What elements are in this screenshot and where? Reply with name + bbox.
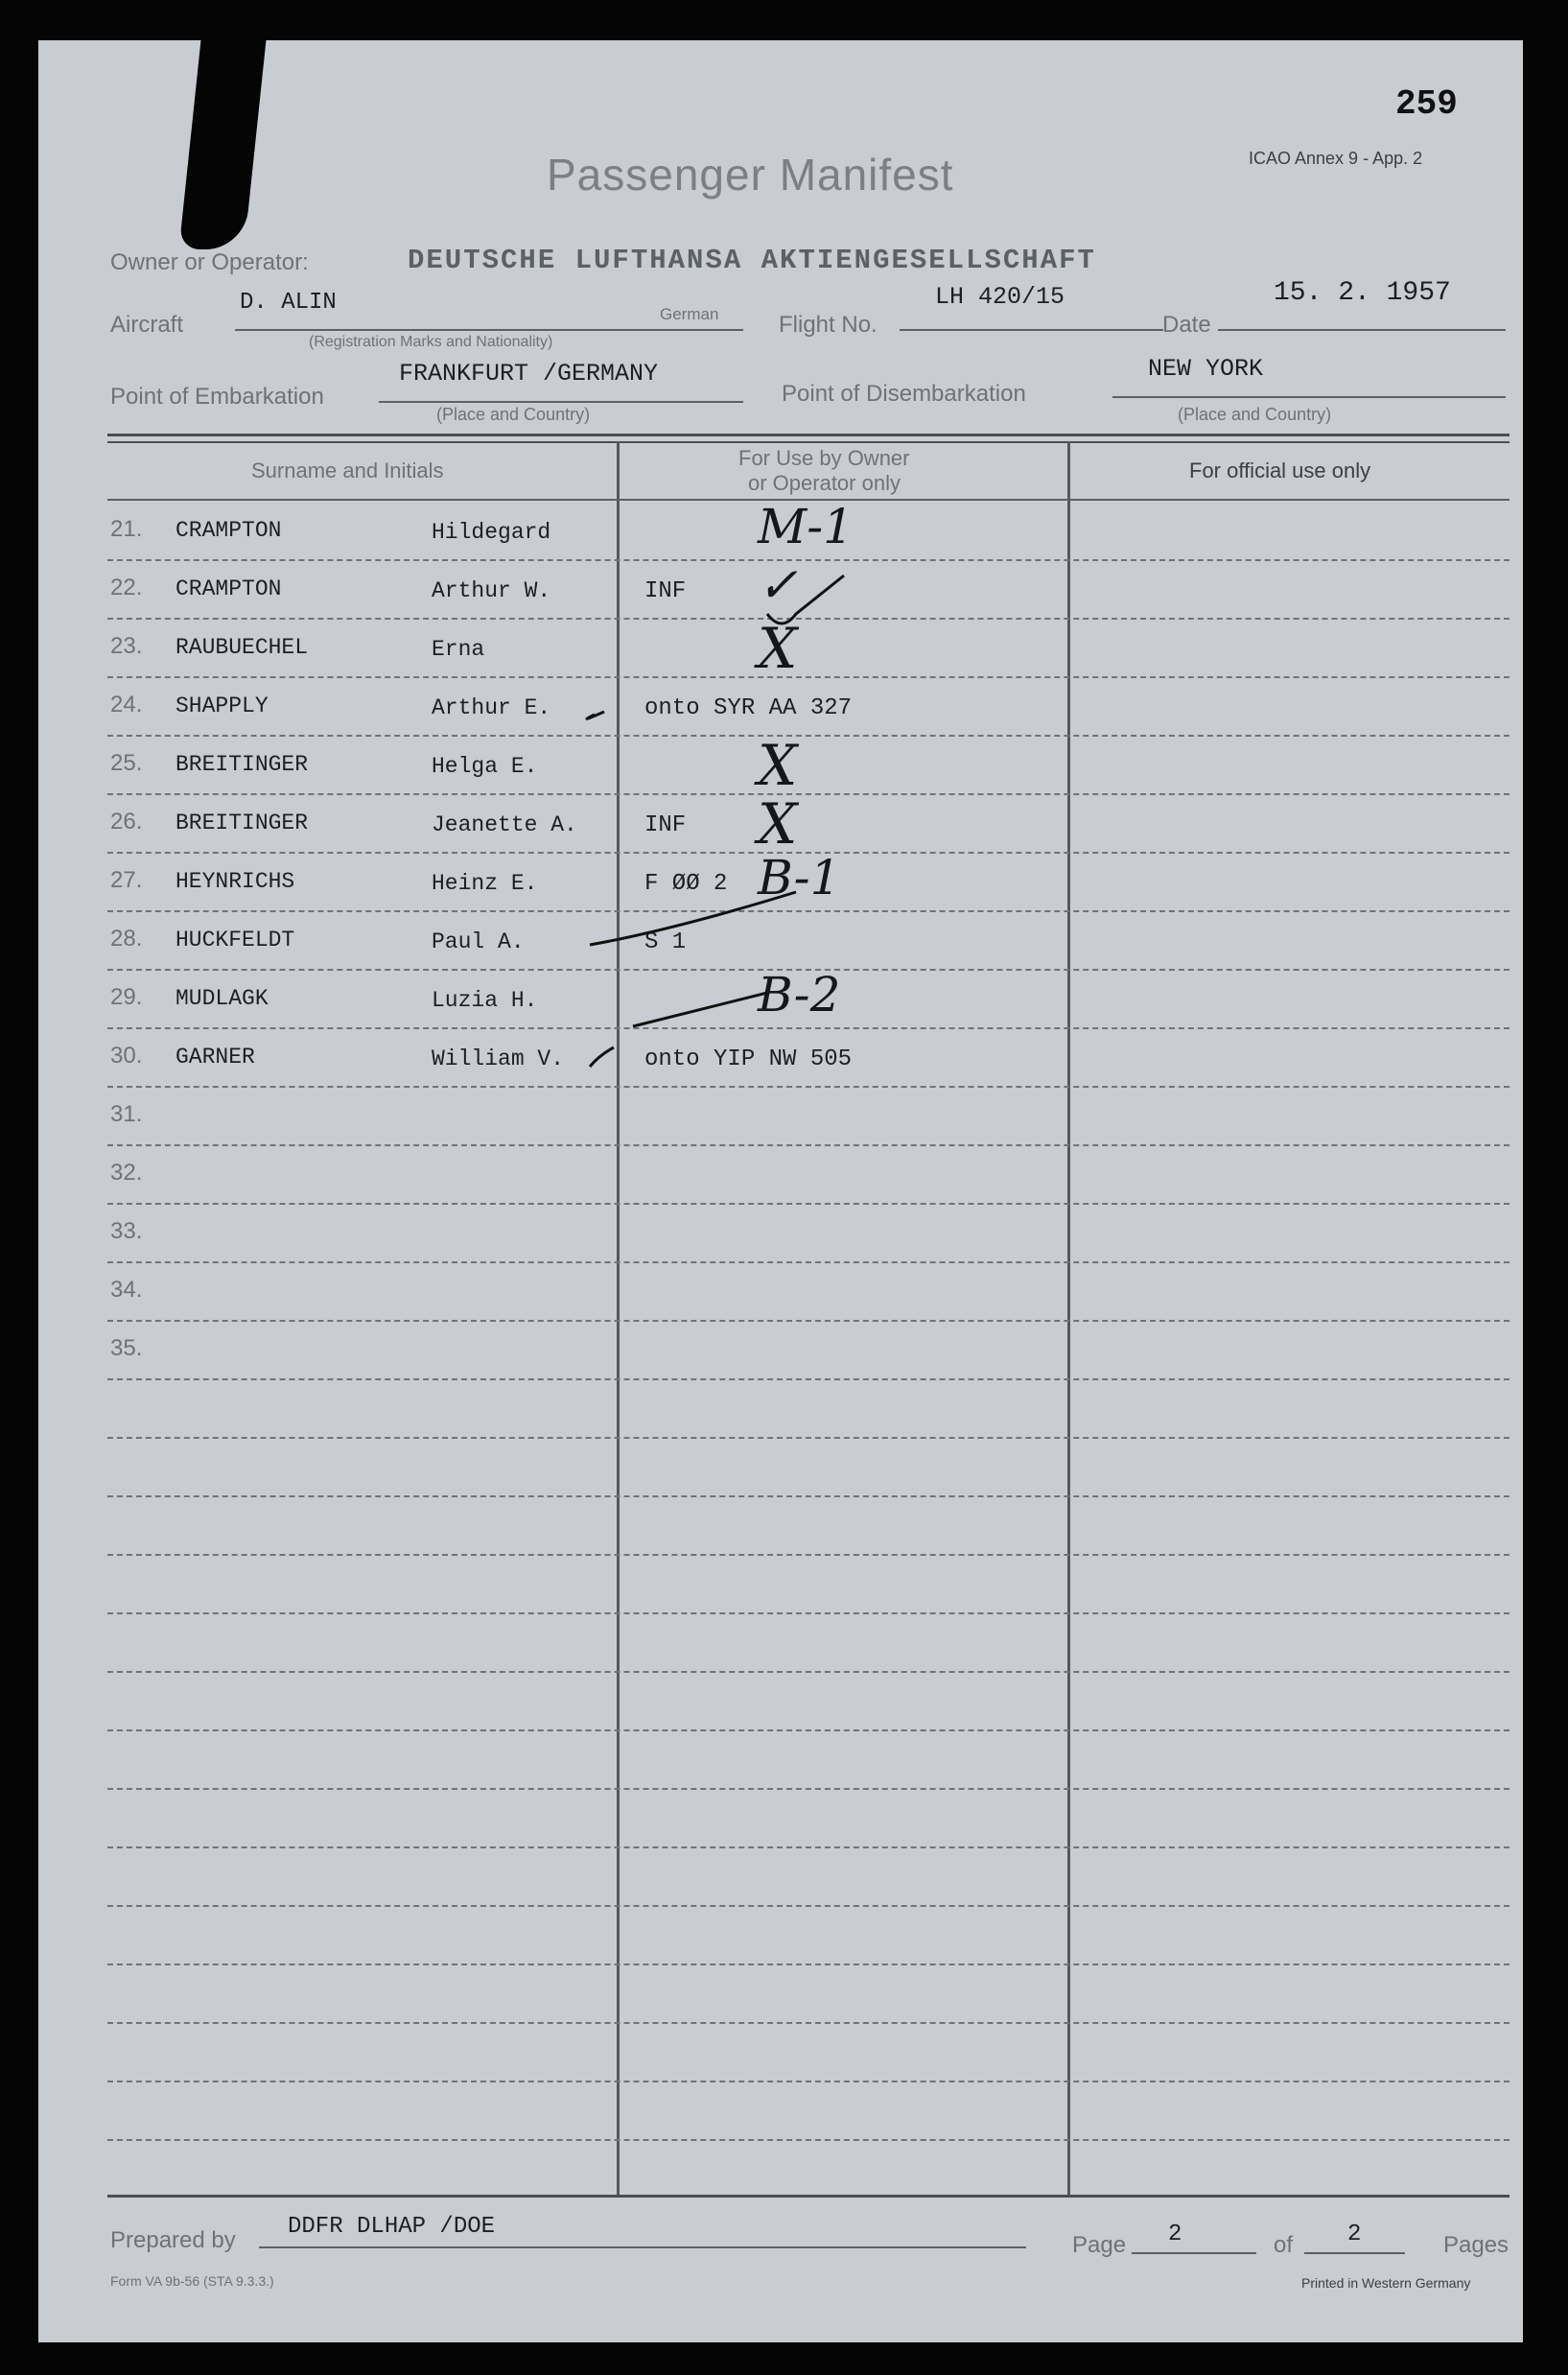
given-name: Paul A. [432, 929, 525, 954]
surname: CRAMPTON [176, 518, 282, 543]
row-number: 24. [110, 692, 143, 717]
row-number: 27. [110, 867, 143, 893]
column-header-owner-1: For Use by Owner [738, 446, 910, 470]
disembarkation-sublabel: (Place and Country) [1178, 405, 1332, 424]
embarkation-label: Point of Embarkation [110, 384, 324, 410]
surname: BREITINGER [176, 811, 309, 835]
row-number: 33. [110, 1218, 143, 1244]
page-label: Page [1072, 2232, 1127, 2258]
blank-row-rule [107, 1495, 1509, 1497]
row-number: 22. [110, 575, 143, 600]
row-number: 23. [110, 633, 143, 659]
handwritten-mark: X [758, 616, 798, 681]
blank-row-rule [107, 1729, 1509, 1731]
page-total: 2 [1347, 2222, 1362, 2247]
aircraft-sublabel: (Registration Marks and Nationality) [309, 334, 553, 350]
row-number: 35. [110, 1335, 143, 1361]
owner-note: S 1 [644, 929, 687, 955]
surname: RAUBUECHEL [176, 635, 309, 660]
page-current: 2 [1168, 2222, 1182, 2247]
pages-label: Pages [1443, 2232, 1509, 2258]
row-number: 32. [110, 1160, 143, 1186]
handwritten-mark: B-2 [758, 967, 841, 1023]
handwritten-marks [0, 0, 1568, 1151]
blank-row-rule [107, 1788, 1509, 1790]
row-rule [107, 1378, 1509, 1380]
row-rule [107, 1203, 1509, 1205]
owner-note: INF [644, 812, 687, 838]
underline-b2 [633, 993, 767, 1026]
aircraft-nationality: German [660, 305, 719, 323]
blank-row-rule [107, 1671, 1509, 1673]
owner-label: Owner or Operator: [110, 249, 309, 275]
owner-note: onto YIP NW 505 [644, 1046, 853, 1072]
handwritten-mark: X [758, 791, 798, 857]
disembarkation-label: Point of Disembarkation [782, 381, 1026, 407]
column-header-names: Surname and Initials [251, 459, 444, 482]
row-number: 30. [110, 1043, 143, 1069]
given-name: Jeanette A. [432, 812, 577, 837]
owner-value: DEUTSCHE LUFTHANSA AKTIENGESELLSCHAFT [408, 245, 1096, 276]
owner-note: INF [644, 578, 687, 604]
flight-value: LH 420/15 [935, 283, 1065, 311]
blank-row-rule [107, 1612, 1509, 1614]
page-number: 259 [1395, 84, 1458, 124]
row-number: 25. [110, 750, 143, 776]
table-bottom-rule [107, 2195, 1509, 2198]
prepared-by-line [259, 2246, 1026, 2248]
blank-row-rule [107, 1963, 1509, 1965]
surname: BREITINGER [176, 752, 309, 777]
given-name: Arthur W. [432, 578, 551, 603]
surname: SHAPPLY [176, 694, 269, 718]
given-name: Luzia H. [432, 988, 538, 1013]
page-current-line [1132, 2252, 1256, 2254]
printed-in: Printed in Western Germany [1301, 2275, 1471, 2291]
form-number: Form VA 9b-56 (STA 9.3.3.) [110, 2273, 274, 2289]
prepared-by-label: Prepared by [110, 2227, 236, 2253]
given-name: Hildegard [432, 520, 551, 545]
given-name: Arthur E. [432, 695, 551, 720]
given-name: Heinz E. [432, 871, 538, 896]
row-rule [107, 1261, 1509, 1263]
flight-label: Flight No. [779, 312, 878, 338]
page-total-line [1304, 2252, 1405, 2254]
blank-row-rule [107, 2081, 1509, 2082]
column-header-owner-2: or Operator only [748, 471, 901, 495]
handwritten-mark: M-1 [758, 499, 854, 554]
given-name: Erna [432, 637, 485, 662]
aircraft-value: D. ALIN [240, 290, 337, 316]
check-stroke-arthur [767, 576, 844, 623]
surname: CRAMPTON [176, 576, 282, 601]
blank-row-rule [107, 2022, 1509, 2024]
owner-note: F ØØ 2 [644, 871, 728, 897]
given-name: William V. [432, 1046, 565, 1071]
blank-row-rule [107, 1554, 1509, 1556]
page-title: Passenger Manifest [547, 150, 954, 200]
prepared-by-value: DDFR DLHAP /DOE [288, 2214, 496, 2240]
bracket-stroke-shapply [587, 712, 604, 718]
handwritten-mark: B-1 [758, 850, 841, 905]
surname: HUCKFELDT [176, 928, 295, 952]
row-rule [107, 1320, 1509, 1322]
embarkation-sublabel: (Place and Country) [436, 405, 591, 424]
surname: MUDLAGK [176, 986, 269, 1011]
given-name: Helga E. [432, 754, 538, 779]
form-reference: ICAO Annex 9 - App. 2 [1249, 149, 1423, 168]
blank-row-rule [107, 2139, 1509, 2141]
stroke-heynrichs [590, 892, 796, 945]
of-label: of [1274, 2232, 1294, 2258]
blank-row-rule [107, 1437, 1509, 1439]
row-number: 26. [110, 809, 143, 835]
handwritten-mark: ✓ [758, 557, 798, 613]
owner-note: onto SYR AA 327 [644, 695, 853, 721]
row-number: 29. [110, 984, 143, 1010]
date-label: Date [1162, 312, 1211, 338]
stroke-garner [590, 1047, 614, 1067]
date-value: 15. 2. 1957 [1274, 278, 1451, 308]
row-number: 28. [110, 926, 143, 952]
row-number: 21. [110, 516, 143, 542]
surname: HEYNRICHS [176, 869, 295, 894]
row-number: 31. [110, 1101, 143, 1127]
disembarkation-value: NEW YORK [1148, 355, 1264, 383]
blank-row-rule [107, 1905, 1509, 1907]
row-number: 34. [110, 1277, 143, 1303]
aircraft-label: Aircraft [110, 312, 184, 338]
embarkation-value: FRANKFURT /GERMANY [399, 360, 659, 388]
handwritten-mark: X [758, 733, 798, 798]
surname: GARNER [176, 1045, 255, 1070]
blank-row-rule [107, 1846, 1509, 1848]
column-header-official: For official use only [1189, 459, 1371, 482]
